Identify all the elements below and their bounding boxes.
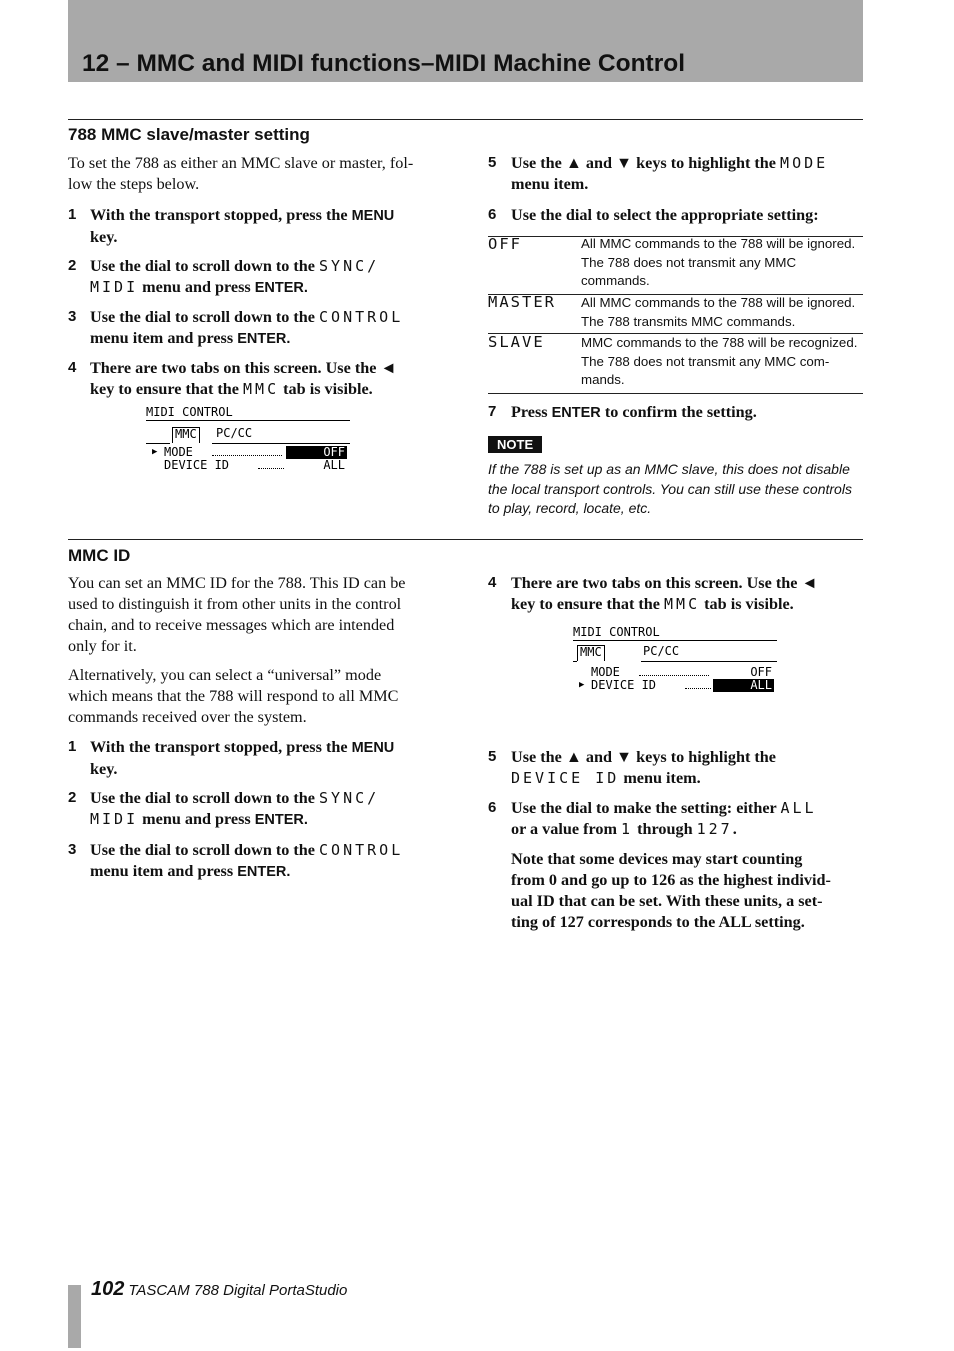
text-line: You can set an MMC ID for the 788. This ID can be	[68, 574, 406, 592]
lcd-screen	[146, 405, 351, 475]
option-description	[581, 235, 855, 291]
key-name: ENTER.	[237, 331, 291, 347]
step-text: .	[732, 820, 737, 838]
text-line: Alternatively, you can select a “universal” mode	[68, 666, 382, 684]
text-line: from 0 and go up to 126 as the highest individ-	[511, 871, 831, 889]
dot-leader	[258, 468, 284, 469]
text-line: The 788 does not transmit any MMC	[581, 254, 797, 270]
step-text: menu and press	[138, 810, 255, 828]
mmc-id-paragraph	[68, 573, 453, 657]
text-line: All MMC commands to the 788 will be ignored.	[581, 295, 856, 310]
text-line: to play, record, locate, etc.	[488, 500, 652, 516]
step-number: 3	[68, 308, 77, 325]
step-6	[488, 205, 863, 226]
section-heading: MMC ID	[68, 546, 131, 565]
lcd-text: MMC	[243, 380, 280, 398]
step-1	[68, 205, 448, 248]
cursor-arrow-icon: ▶	[579, 680, 585, 690]
text-line: All MMC commands to the 788 will be ignored.	[581, 236, 856, 251]
step-5	[488, 153, 863, 195]
footer-bar	[68, 1285, 81, 1348]
option-value: SLAVE	[488, 333, 545, 351]
step-text: With the transport stopped, press the	[90, 206, 352, 224]
lcd-text: MIDI	[90, 810, 139, 828]
table-row	[488, 295, 863, 333]
lcd-text: CONTROL	[319, 308, 404, 326]
step-1	[68, 737, 448, 780]
text-line: low the steps below.	[68, 175, 200, 193]
footer-title: TASCAM 788 Digital PortaStudio	[128, 1282, 348, 1299]
dot-leader	[685, 688, 711, 689]
text-line: ual ID that can be set. With these units, a set-	[511, 892, 823, 910]
table-row	[488, 237, 863, 294]
row-label: MODE	[164, 445, 193, 459]
row-label: DEVICE ID	[164, 458, 230, 472]
chapter-title: 12 – MMC and MIDI functions–MIDI Machine Control	[82, 50, 686, 77]
lcd-text: SYNC/	[319, 257, 380, 275]
step-5	[488, 747, 863, 789]
key-name: ENTER.	[237, 864, 291, 880]
step-text: There are two tabs on this screen. Use the ◄	[90, 359, 397, 377]
step-text: key.	[90, 228, 118, 246]
screen-title: MIDI CONTROL	[146, 405, 233, 419]
row-label: MODE	[591, 665, 620, 679]
lcd-text: DEVICE ID	[511, 769, 620, 787]
step-number: 5	[488, 154, 497, 171]
step-number: 1	[68, 738, 77, 755]
device-note-paragraph	[511, 849, 871, 933]
step-number: 6	[488, 206, 497, 223]
note-badge: NOTE	[488, 436, 542, 453]
text-line: commands received over the system.	[68, 708, 307, 726]
tab-baseline	[573, 661, 577, 662]
row-label: DEVICE ID	[591, 678, 657, 692]
tab-mmc: MMC	[577, 645, 605, 661]
section-heading: 788 MMC slave/master setting	[68, 125, 310, 144]
step-text: key to ensure that the	[90, 380, 244, 398]
step-text: Use the dial to select the appropriate setting:	[511, 206, 819, 224]
step-text: key.	[90, 760, 118, 778]
text-line: The 788 transmits MMC commands.	[581, 313, 796, 329]
step-text: to confirm the setting.	[600, 403, 757, 421]
key-name: MENU	[351, 740, 395, 756]
key-name: MENU	[351, 208, 395, 224]
key-name: ENTER.	[254, 812, 308, 828]
step-text: Use the dial to make the setting: either	[511, 799, 781, 817]
step-text: Use the dial to scroll down to the	[90, 789, 320, 807]
tab-pc-cc: PC/CC	[216, 426, 253, 440]
text-line: ting of 127 corresponds to the ALL setting.	[511, 913, 805, 931]
lcd-text: 127	[696, 820, 733, 838]
step-text: through	[633, 820, 697, 838]
step-number: 6	[488, 799, 497, 816]
step-number: 7	[488, 403, 497, 420]
tab-pc-cc: PC/CC	[643, 644, 680, 658]
step-text: tab is visible.	[700, 595, 794, 613]
text-line: the local transport controls. You can still use these controls	[488, 480, 852, 497]
step-2	[68, 788, 448, 831]
row-value: OFF	[750, 665, 772, 679]
step-7	[488, 402, 863, 424]
text-line: If the 788 is set up as an MMC slave, this does not disable	[488, 461, 850, 477]
text-line: chain, and to receive messages which are intended	[68, 616, 395, 634]
step-number: 2	[68, 789, 77, 806]
row-value: OFF	[286, 446, 347, 459]
step-text: menu item and press	[90, 329, 238, 347]
step-text: Use the ▲ and ▼ keys to highlight the	[511, 748, 776, 766]
key-name: ENTER.	[254, 280, 308, 296]
option-description	[581, 334, 857, 390]
step-text: or a value from	[511, 820, 622, 838]
step-number: 4	[68, 359, 77, 376]
lcd-text: MIDI	[90, 278, 139, 296]
section-divider	[68, 539, 863, 540]
step-number: 5	[488, 748, 497, 765]
text-line: only for it.	[68, 637, 137, 655]
step-text: key to ensure that the	[511, 595, 665, 613]
key-name: ENTER	[551, 405, 601, 421]
option-description	[581, 294, 855, 331]
step-number: 2	[68, 257, 77, 274]
row-value: ALL	[713, 679, 774, 692]
screen-rule	[146, 420, 350, 421]
lcd-text: 1	[621, 820, 634, 838]
text-line: Note that some devices may start counting	[511, 850, 803, 868]
lcd-text: ALL	[780, 799, 817, 817]
tab-baseline	[641, 661, 777, 662]
text-line: MMC commands to the 788 will be recognized.	[581, 335, 858, 350]
step-text: menu item.	[511, 175, 589, 193]
universal-mode-paragraph	[68, 665, 453, 728]
step-number: 1	[68, 206, 77, 223]
step-text: Use the dial to scroll down to the	[90, 308, 320, 326]
section-divider	[68, 119, 863, 120]
dot-leader	[639, 675, 709, 676]
step-text: There are two tabs on this screen. Use the ◄	[511, 574, 818, 592]
dot-leader	[212, 455, 282, 456]
table-rule	[488, 393, 863, 394]
step-2	[68, 256, 448, 299]
step-number: 4	[488, 574, 497, 591]
text-line: To set the 788 as either an MMC slave or master, fol-	[68, 154, 414, 172]
lcd-text: MMC	[664, 595, 701, 613]
step-text: menu item and press	[90, 862, 238, 880]
step-3	[68, 307, 448, 350]
step-text: With the transport stopped, press the	[90, 738, 352, 756]
step-4	[68, 358, 448, 400]
tab-baseline	[212, 443, 350, 444]
text-line: commands.	[581, 273, 650, 288]
step-3	[68, 840, 448, 883]
step-6	[488, 798, 863, 840]
lcd-screen	[573, 625, 778, 695]
option-value: MASTER	[488, 293, 556, 311]
step-text: Use the dial to scroll down to the	[90, 257, 320, 275]
step-text: menu and press	[138, 278, 255, 296]
step-text: menu item.	[619, 769, 701, 787]
table-row	[488, 334, 863, 392]
text-line: which means that the 788 will respond to all MMC	[68, 687, 399, 705]
cursor-arrow-icon: ▶	[152, 447, 158, 457]
lcd-text: SYNC/	[319, 789, 380, 807]
tab-baseline	[146, 443, 170, 444]
step-text: tab is visible.	[279, 380, 373, 398]
step-text: Use the ▲ and ▼ keys to highlight the	[511, 154, 781, 172]
step-text: Use the dial to scroll down to the	[90, 841, 320, 859]
text-line: mands.	[581, 372, 625, 387]
intro-paragraph	[68, 153, 448, 195]
text-line: used to distinguish it from other units in the control	[68, 595, 402, 613]
step-4	[488, 573, 863, 615]
step-number: 3	[68, 841, 77, 858]
page-number: 102	[91, 1278, 125, 1300]
tab-mmc: MMC	[172, 427, 200, 443]
text-line: The 788 does not transmit any MMC com-	[581, 353, 830, 369]
lcd-text: MODE	[780, 154, 829, 172]
option-value: OFF	[488, 235, 522, 253]
footer	[91, 1278, 347, 1301]
screen-title: MIDI CONTROL	[573, 625, 660, 639]
row-value: ALL	[323, 458, 345, 472]
step-text: Press	[511, 403, 552, 421]
screen-rule	[573, 640, 777, 641]
lcd-text: CONTROL	[319, 841, 404, 859]
note-text	[488, 460, 868, 519]
